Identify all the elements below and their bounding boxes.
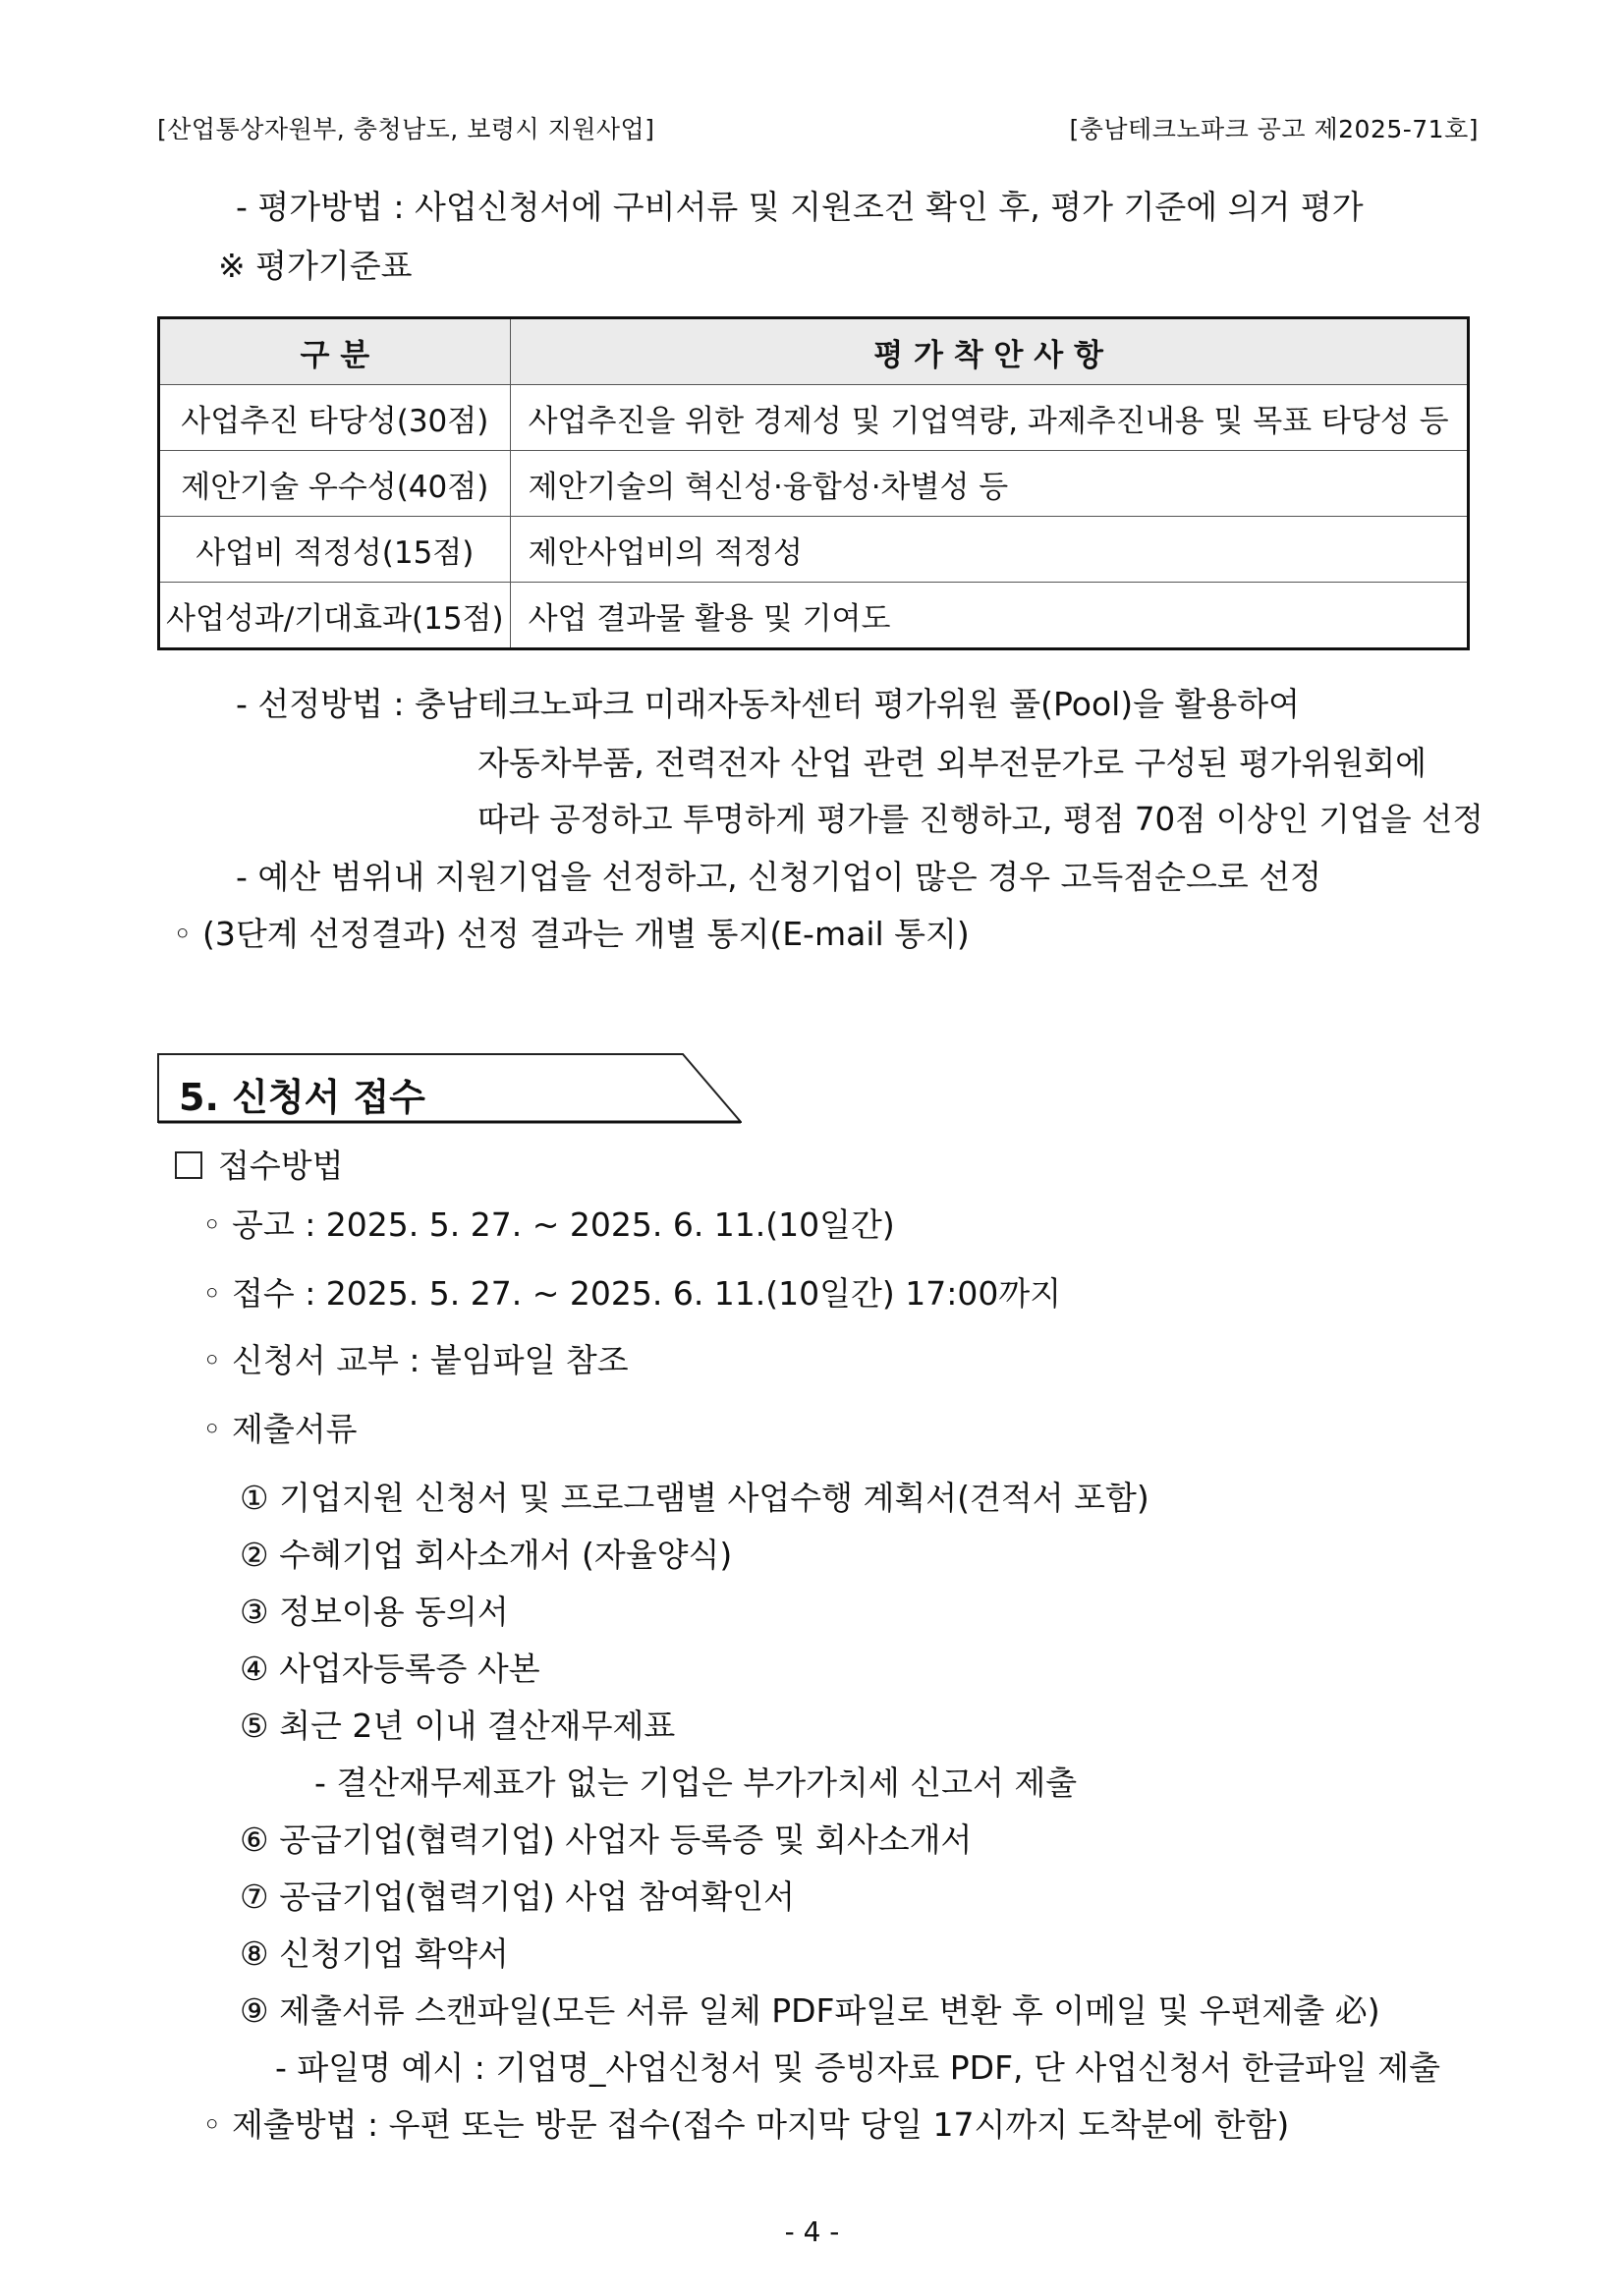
doc-item: ⑨ 제출서류 스캔파일(모든 서류 일체 PDF파일로 변환 후 이메일 및 우편제출 必): [240, 1991, 1380, 2030]
selection-result: ◦ (3단계 선정결과) 선정 결과는 개별 통지(E-mail 통지): [173, 915, 970, 953]
doc-item: ⑦ 공급기업(협력기업) 사업 참여확인서: [240, 1877, 795, 1916]
doc-item: ① 기업지원 신청서 및 프로그램별 사업수행 계획서(견적서 포함): [240, 1479, 1149, 1517]
row-criteria: 제안기술의 혁신성·융합성·차별성 등: [510, 451, 1468, 517]
doc-item: ③ 정보이용 동의서: [240, 1593, 509, 1631]
doc-item: ② 수혜기업 회사소개서 (자율양식): [240, 1536, 733, 1574]
table-row: [159, 583, 1469, 649]
form-distribution: ◦ 신청서 교부 : 붙임파일 참조: [202, 1341, 629, 1379]
eval-criteria-table: [157, 316, 1470, 650]
header-category: 구 분: [159, 318, 511, 385]
table-header-row: [159, 318, 1469, 385]
row-criteria: 사업추진을 위한 경제성 및 기업역량, 과제추진내용 및 목표 타당성 등: [510, 385, 1468, 451]
table-row: [159, 385, 1469, 451]
row-category: 사업추진 타당성(30점): [159, 385, 511, 451]
docs-title: ◦ 제출서류: [202, 1410, 358, 1448]
receive-period: ◦ 접수 : 2025. 5. 27. ~ 2025. 6. 11.(10일간) 17:00까지: [202, 1274, 1062, 1313]
header-right: [충남테크노파크 공고 제2025-71호]: [1069, 115, 1479, 143]
selection-line2: 자동차부품, 전력전자 산업 관련 외부전문가로 구성된 평가위원회에: [477, 744, 1428, 782]
doc-item: ④ 사업자등록증 사본: [240, 1650, 540, 1688]
section-title: 5. 신청서 접수: [179, 1076, 425, 1119]
eval-method: - 평가방법 : 사업신청서에 구비서류 및 지원조건 확인 후, 평가 기준에 의거 평가: [236, 188, 1364, 226]
reception-heading: 접수방법: [218, 1147, 344, 1185]
row-category: 제안기술 우수성(40점): [159, 451, 511, 517]
submission-method: ◦ 제출방법 : 우편 또는 방문 접수(접수 마지막 당일 17시까지 도착분에 한함): [202, 2105, 1290, 2144]
table-row: [159, 451, 1469, 517]
doc-item: ⑤ 최근 2년 이내 결산재무제표: [240, 1707, 676, 1745]
selection-line1: - 선정방법 : 충남테크노파크 미래자동차센터 평가위원 풀(Pool)을 활용하여: [236, 685, 1301, 723]
selection-line3: 따라 공정하고 투명하게 평가를 진행하고, 평점 70점 이상인 기업을 선정: [477, 801, 1484, 838]
row-criteria: 사업 결과물 활용 및 기여도: [510, 583, 1468, 649]
row-category: 사업비 적정성(15점): [159, 517, 511, 583]
table-row: [159, 517, 1469, 583]
announce-period: ◦ 공고 : 2025. 5. 27. ~ 2025. 6. 11.(10일간): [202, 1205, 895, 1244]
header-left: [산업통상자원부, 충청남도, 보령시 지원사업]: [157, 115, 655, 143]
reception-heading-row: [175, 1147, 344, 1185]
section-heading-box: [157, 1053, 742, 1122]
doc-subitem: - 결산재무제표가 없는 기업은 부가가치세 신고서 제출: [314, 1764, 1078, 1802]
doc-item: ⑥ 공급기업(협력기업) 사업자 등록증 및 회사소개서: [240, 1820, 973, 1859]
row-criteria: 제안사업비의 적정성: [510, 517, 1468, 583]
eval-table-title: ※ 평가기준표: [218, 247, 413, 285]
page-number: - 4 -: [784, 2215, 840, 2248]
checkbox-icon: [175, 1151, 202, 1179]
doc-subitem: - 파일명 예시 : 기업명_사업신청서 및 증빙자료 PDF, 단 사업신청서 한글파일 제출: [275, 2048, 1441, 2087]
selection-line4: - 예산 범위내 지원기업을 선정하고, 신청기업이 많은 경우 고득점순으로 선정: [236, 858, 1322, 896]
doc-item: ⑧ 신청기업 확약서: [240, 1934, 509, 1973]
header-criteria: 평 가 착 안 사 항: [510, 318, 1468, 385]
row-category: 사업성과/기대효과(15점): [159, 583, 511, 649]
